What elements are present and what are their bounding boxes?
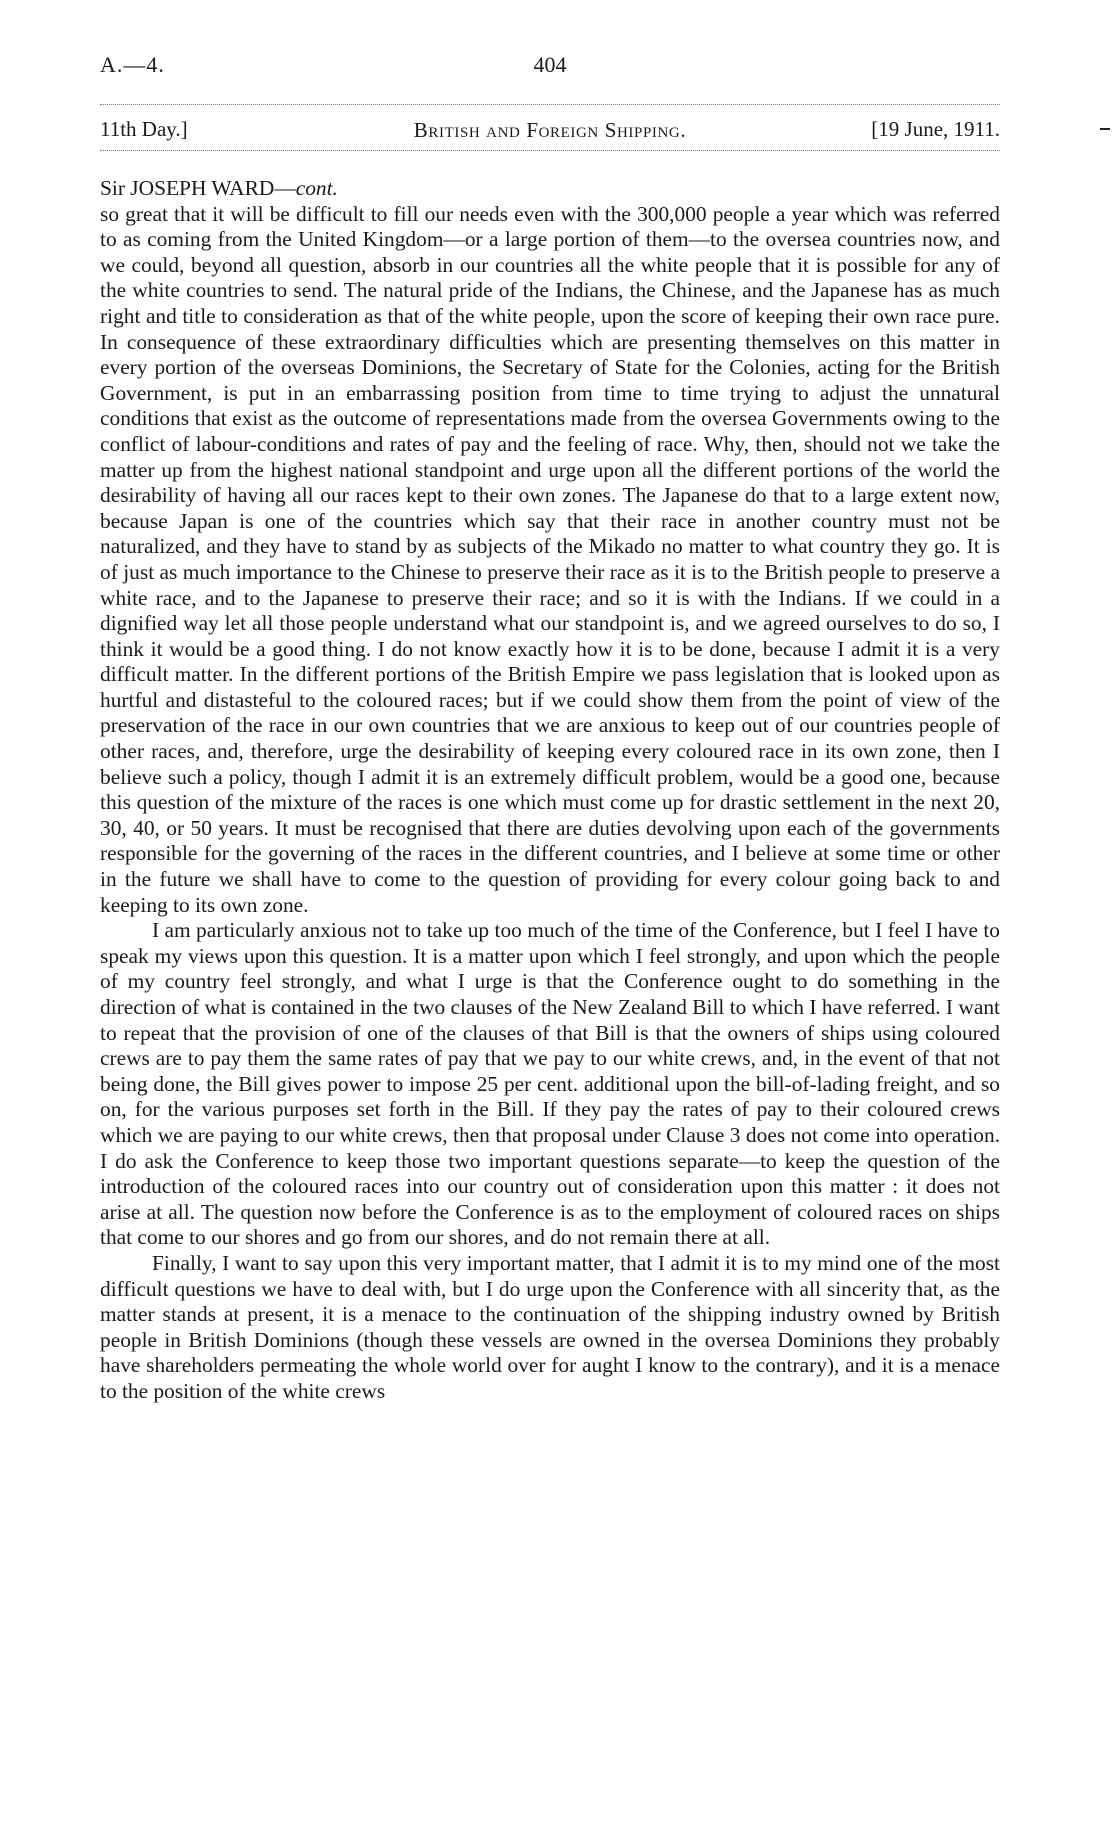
sitting-day-text: 11th Day.] <box>100 117 188 141</box>
bottom-rule <box>100 150 1000 151</box>
speaker-name: Sir JOSEPH WARD— <box>100 176 296 200</box>
speaker-heading <box>100 176 1000 202</box>
document-body <box>100 176 1000 1405</box>
paragraph: I am particularly anxious not to take up too much of the time of the Conference, but I feel I have to speak my views upon this question. It is a matter upon which I feel strongly, and upon which the people of my country feel strongly, and what I urge is that the Conference ought to do something in the direction of what is contained in the two clauses of the New Zealand Bill to which I have referred. I want to repeat that the provision of one of the clauses of that Bill is that the owners of ships using coloured crews are to pay them the same rates of pay that we pay to our white crews, and, in the event of that not being done, the Bill gives power to impose 25 per cent. additional upon the bill-of-lading freight, and so on, for the various purposes set forth in the Bill. If they pay the rates of pay to their coloured crews which we are paying to our white crews, then that proposal under Clause 3 does not come into operation. I do ask the Conference to keep those two important questions separate—to keep the question of the introduction of the coloured races into our country out of consideration upon this matter : it does not arise at all. The question now before the Conference is as to the employment of coloured races on ships that come to our shores and go from our shores, and do not remain there at all. <box>100 918 1000 1250</box>
page-number: 404 <box>533 52 567 77</box>
paragraph: so great that it will be difficult to fill our needs even with the 300,000 people a year which was referred to as coming from the United Kingdom—or a large portion of them—to the oversea countries now, and we could, beyond all question, absorb in our countries all the white people that it is possible for any of the white countries to send. The natural pride of the Indians, the Chinese, and the Japanese has as much right and title to consideration as that of the white people, upon the score of keeping their own race pure. In consequence of these extraordinary difficulties which are presenting themselves on this matter in every portion of the overseas Dominions, the Secretary of State for the Colonies, acting for the British Government, is put in an embarrassing position from time to time trying to adjust the unnatural conditions that exist as the outcome of representations made from the oversea Governments owing to the conflict of labour-conditions and rates of pay and the feeling of race. Why, then, should not we take the matter up from the highest national standpoint and urge upon all the different portions of the world the desirability of having all our races kept to their own zones. The Japanese do that to a large extent now, because Japan is one of the countries which say that their race in another country must not be naturalized, and they have to stand by as subjects of the Mikado no matter to what country they go. It is of just as much importance to the Chinese to preserve their race as it is to the British people to preserve a white race, and to the Japanese to preserve their race; and so it is with the Indians. If we could in a dignified way let all those people understand what our standpoint is, and we agreed ourselves to do so, I think it would be a good thing. I do not know exactly how it is to be done, because I admit it is a very difficult matter. In the different portions of the British Empire we pass legislation that is looked upon as hurtful and distasteful to the coloured races; but if we could show them from the point of view of the preservation of the race in our own countries that we are anxious to keep out of our countries people of other races, and, therefore, urge the desirability of keeping every coloured race in its own zone, then I believe such a policy, though I admit it is an extremely difficult problem, would be a good one, because this question of the mixture of the races is one which must come up for drastic settlement in the next 20, 30, 40, or 50 years. It must be recognised that there are duties devolving upon each of the governments responsible for the governing of the races in the different countries, and I believe at some time or other in the future we shall have to come to the question of providing for every colour going back to and keeping to its own zone. <box>100 201 1000 917</box>
paragraph: Finally, I want to say upon this very important matter, that I admit it is to my mind one of the most difficult questions we have to deal with, but I do urge upon the Conference with all sincerity that, as the matter stands at present, it is a menace to the continuation of the shipping industry owned by British people in British Dominions (though these vessels are owned in the oversea Dominions they probably have shareholders permeating the whole world over for aught I know to the contrary), and it is a menace to the position of the white crews <box>100 1250 1000 1403</box>
section-title: British and Foreign Shipping. <box>413 118 687 142</box>
speaker-continued: cont. <box>295 176 338 200</box>
page-top <box>100 52 1000 82</box>
margin-mark <box>1100 128 1110 130</box>
sitting-date: [19 June, 1911. <box>871 117 1000 141</box>
running-head <box>100 117 1000 147</box>
top-rule <box>100 104 1000 105</box>
document-reference: A.—4. <box>100 52 165 77</box>
